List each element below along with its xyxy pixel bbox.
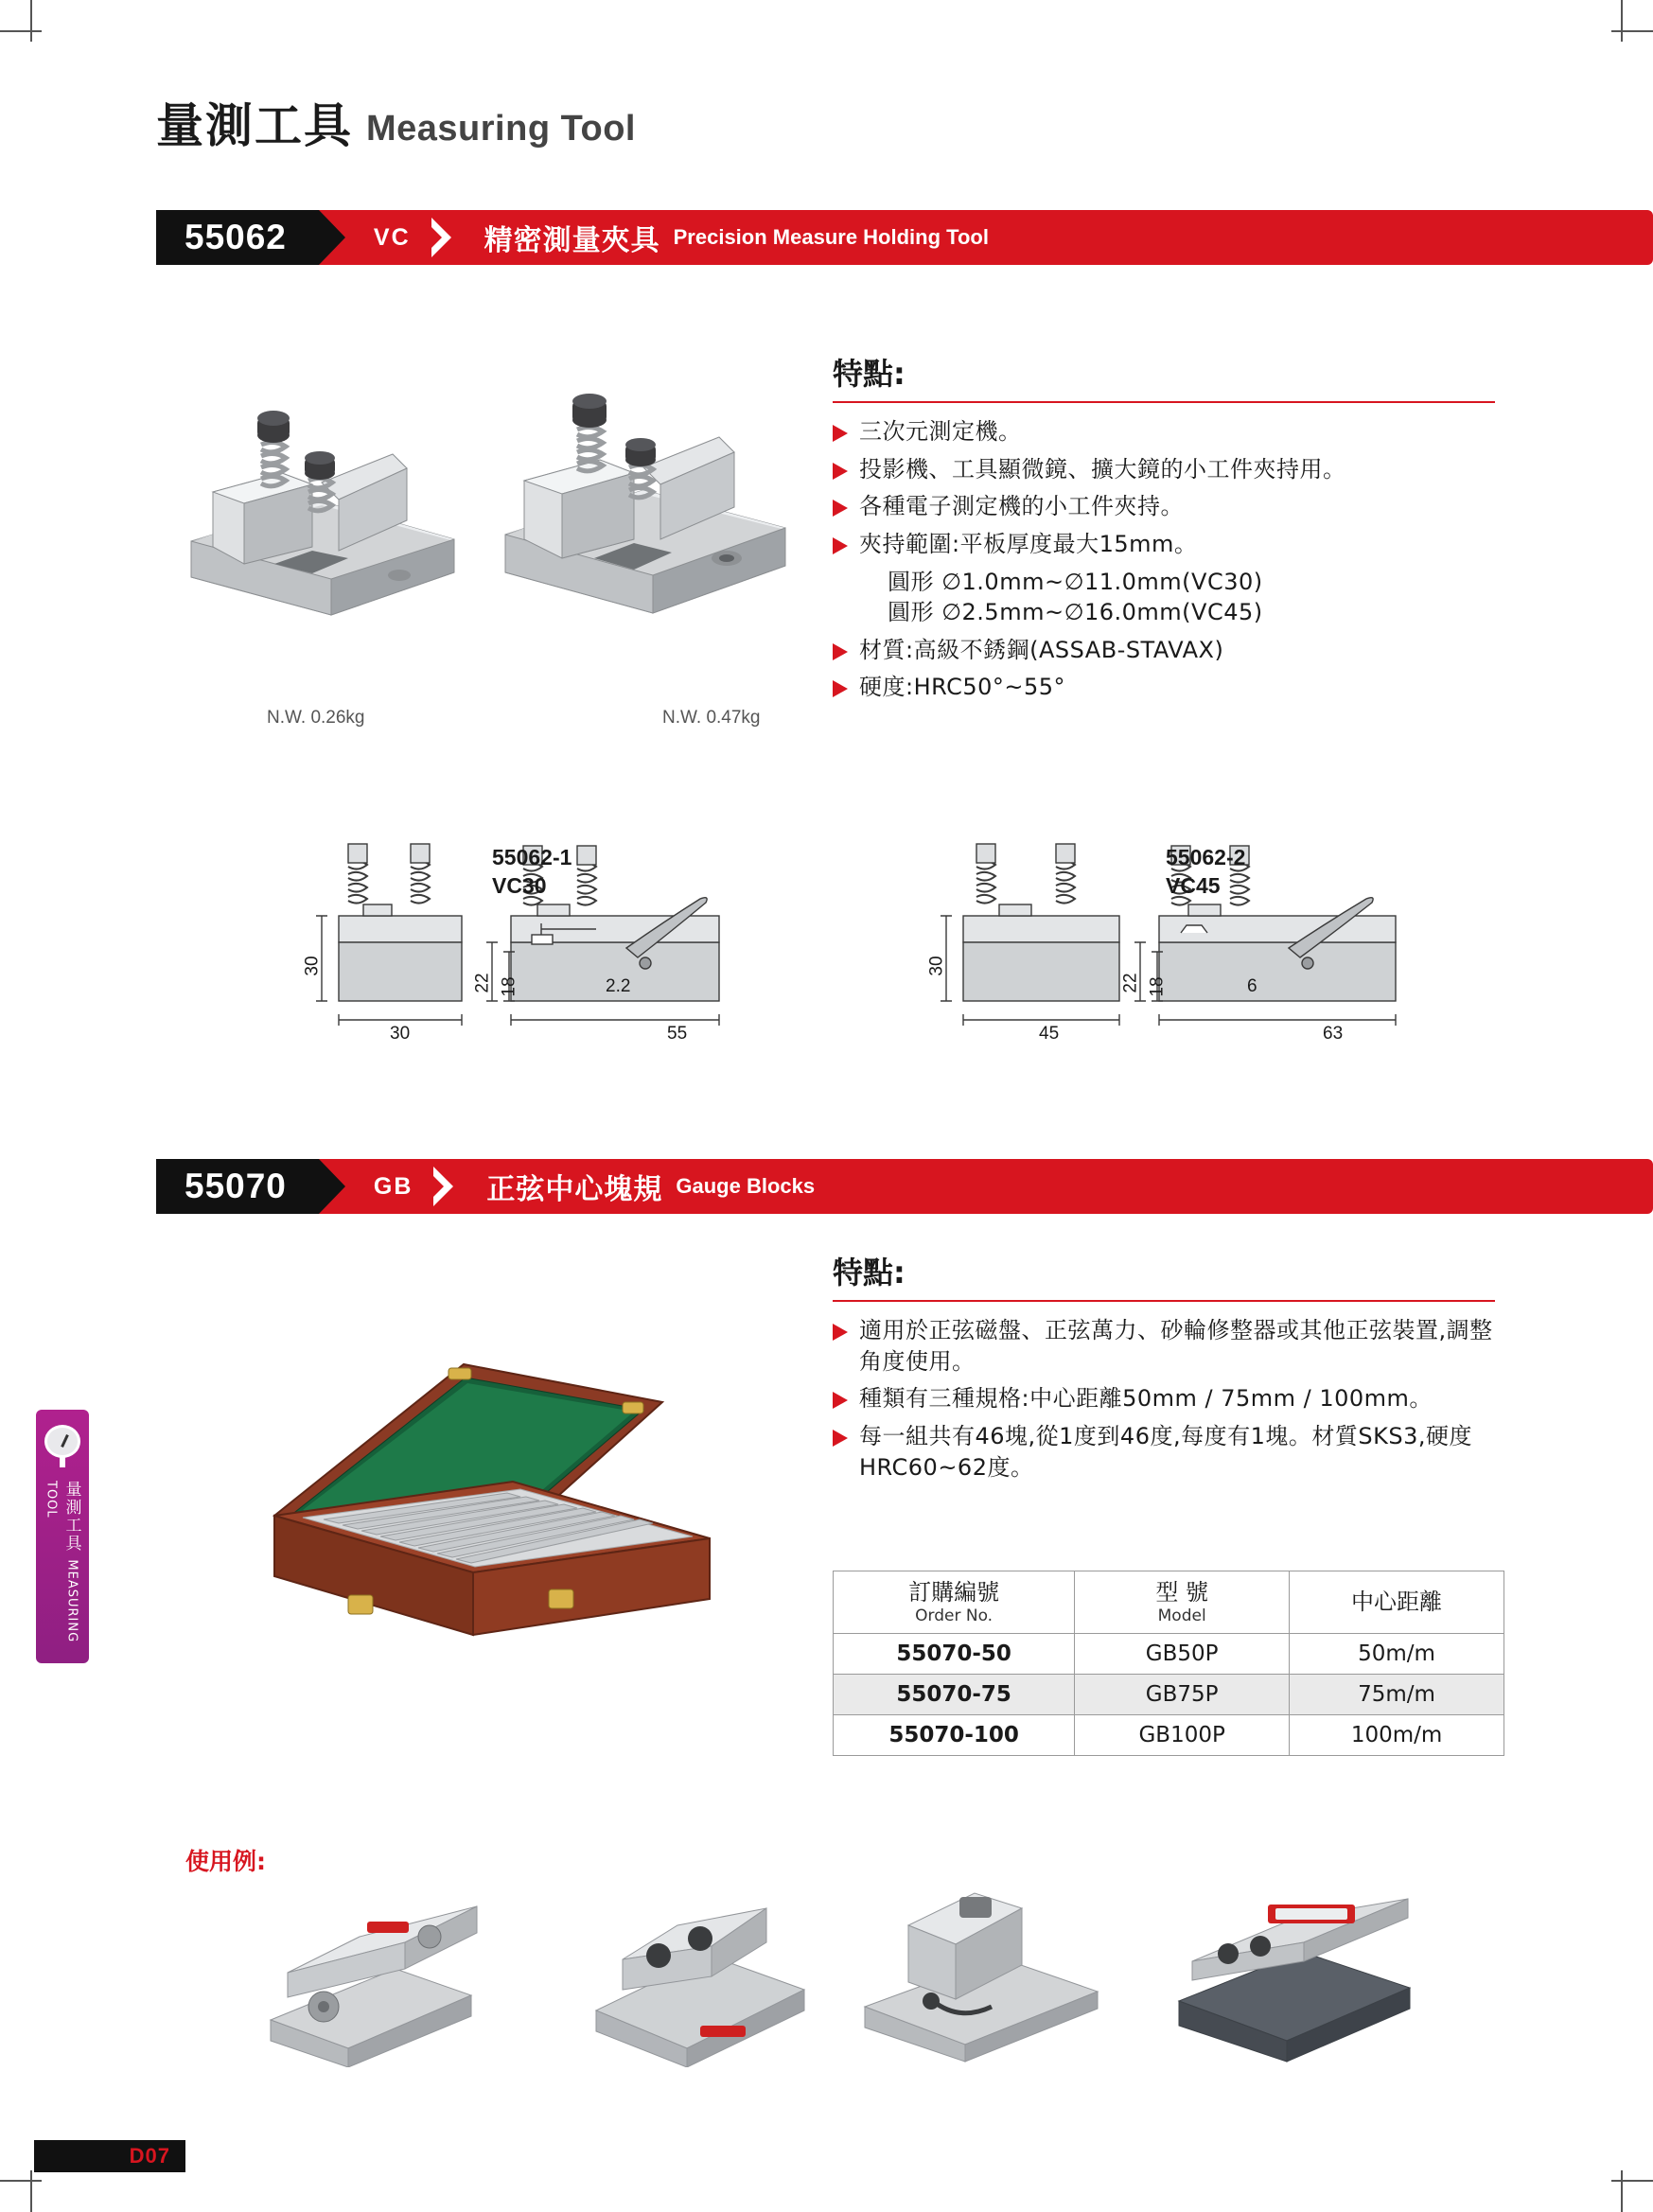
feature-divider-1 bbox=[833, 401, 1495, 403]
crop-mark-top-right bbox=[1621, 0, 1623, 42]
cell-center-distance: 50m/m bbox=[1290, 1633, 1504, 1674]
cell-center-distance: 75m/m bbox=[1290, 1674, 1504, 1714]
spec-table bbox=[833, 1571, 1504, 1756]
dim-side-h2-vc45: 18 bbox=[1147, 976, 1168, 997]
feature-item bbox=[833, 635, 1509, 666]
product-code-block bbox=[156, 1159, 319, 1214]
dim-front-width-vc30: 30 bbox=[390, 1024, 411, 1044]
product-abbr: GB bbox=[373, 1172, 413, 1200]
cell-model: GB50P bbox=[1075, 1633, 1290, 1674]
drawing-model: VC30 bbox=[492, 872, 547, 898]
col-model-cn: 型 號 bbox=[1155, 1579, 1208, 1606]
feature-list-2 bbox=[833, 1315, 1495, 1489]
dim-side-width-vc30: 55 bbox=[667, 1024, 688, 1044]
dial-gauge-icon bbox=[44, 1425, 80, 1458]
table-row bbox=[834, 1714, 1504, 1755]
col-model bbox=[1075, 1571, 1290, 1634]
feature-item bbox=[833, 1421, 1495, 1483]
cell-order-no: 55070-100 bbox=[834, 1714, 1075, 1755]
dim-front-height-vc45: 30 bbox=[926, 956, 947, 976]
bullet-arrow-icon bbox=[833, 537, 848, 554]
drawing-label-55062-2 bbox=[1166, 844, 1245, 901]
side-tab-measuring-tool bbox=[36, 1410, 89, 1663]
dim-slot-vc45: 6 bbox=[1247, 976, 1257, 996]
feature-item bbox=[833, 454, 1509, 485]
dim-side-h2-vc30: 18 bbox=[499, 976, 519, 997]
cell-model: GB100P bbox=[1075, 1714, 1290, 1755]
col-order-no-en: Order No. bbox=[915, 1606, 994, 1625]
bullet-arrow-icon bbox=[833, 425, 848, 442]
drawing-code: 55062-2 bbox=[1166, 845, 1246, 869]
chevron-right-icon bbox=[433, 1159, 462, 1214]
product-photo-gauge-blocks bbox=[237, 1315, 747, 1694]
section-title-cn: 正弦中心塊規 bbox=[486, 1173, 663, 1206]
col-model-en: Model bbox=[1157, 1606, 1206, 1625]
section-banner-55062 bbox=[156, 210, 1653, 265]
cell-order-no: 55070-75 bbox=[834, 1674, 1075, 1714]
feature-subtext: 圓形 ∅2.5mm~∅16.0mm(VC45) bbox=[888, 599, 1263, 626]
side-tab-label-en: MEASURING TOOL bbox=[44, 1481, 79, 1643]
photo-caption-2: N.W. 0.47kg bbox=[662, 708, 761, 728]
feature-item bbox=[833, 672, 1509, 703]
feature-text: 適用於正弦磁盤、正弦萬力、砂輪修整器或其他正弦裝置,調整角度使用。 bbox=[859, 1317, 1493, 1375]
section-banner-55070 bbox=[156, 1159, 1653, 1214]
feature-heading-1: 特點: bbox=[833, 356, 906, 392]
crop-mark-bottom-left bbox=[30, 2170, 32, 2212]
crop-mark-top-left bbox=[30, 0, 32, 42]
page-title bbox=[156, 98, 636, 153]
chevron-right-icon bbox=[431, 210, 460, 265]
feature-item bbox=[833, 416, 1509, 448]
section-title-en: Precision Measure Holding Tool bbox=[673, 225, 989, 249]
feature-text: 材質:高級不銹鋼(ASSAB-STAVAX) bbox=[859, 636, 1224, 663]
feature-text: 夾持範圍:平板厚度最大15mm。 bbox=[859, 530, 1198, 557]
photo-caption-1: N.W. 0.26kg bbox=[267, 708, 365, 728]
drawing-model: VC45 bbox=[1166, 872, 1221, 898]
feature-subtext: 圓形 ∅1.0mm~∅11.0mm(VC30) bbox=[888, 568, 1263, 595]
dim-side-h1-vc45: 22 bbox=[1120, 973, 1141, 993]
page-title-en: Measuring Tool bbox=[366, 109, 636, 149]
product-abbr: VC bbox=[373, 223, 411, 251]
product-photo-vc45 bbox=[483, 369, 814, 653]
feature-text: 硬度:HRC50°~55° bbox=[859, 674, 1066, 701]
drawing-label-55062-1 bbox=[492, 844, 572, 901]
feature-item bbox=[833, 1383, 1495, 1414]
cell-model: GB75P bbox=[1075, 1674, 1290, 1714]
dim-front-height-vc30: 30 bbox=[302, 956, 323, 976]
bullet-arrow-icon bbox=[833, 643, 848, 660]
crop-mark-bottom-right bbox=[1621, 2170, 1623, 2212]
col-center-distance bbox=[1290, 1571, 1504, 1634]
feature-text: 投影機、工具顯微鏡、擴大鏡的小工件夾持用。 bbox=[859, 455, 1346, 483]
crop-mark-top-right-h bbox=[1611, 30, 1653, 32]
drawing-code: 55062-1 bbox=[492, 845, 572, 869]
feature-text: 各種電子測定機的小工件夾持。 bbox=[859, 493, 1184, 520]
col-order-no-cn: 訂購編號 bbox=[908, 1579, 1000, 1606]
cell-order-no: 55070-50 bbox=[834, 1633, 1075, 1674]
dim-side-h1-vc30: 22 bbox=[472, 973, 493, 993]
section-title-cn: 精密測量夾具 bbox=[484, 224, 660, 257]
feature-item bbox=[833, 529, 1509, 560]
side-tab-label bbox=[42, 1481, 84, 1663]
product-code: 55062 bbox=[185, 218, 287, 256]
bullet-arrow-icon bbox=[833, 1430, 848, 1447]
feature-item bbox=[833, 1315, 1495, 1377]
cell-center-distance: 100m/m bbox=[1290, 1714, 1504, 1755]
page-title-cn: 量測工具 bbox=[156, 98, 353, 153]
feature-text: 三次元測定機。 bbox=[859, 418, 1022, 445]
col-center-distance-cn: 中心距離 bbox=[1351, 1589, 1443, 1615]
feature-list-1 bbox=[833, 416, 1509, 710]
dim-front-width-vc45: 45 bbox=[1039, 1024, 1060, 1044]
crop-mark-bottom-left-h bbox=[0, 2180, 42, 2182]
page-number: D07 bbox=[129, 2144, 170, 2168]
usage-example-label: 使用例: bbox=[185, 1848, 266, 1875]
table-row bbox=[834, 1674, 1504, 1714]
product-code-block bbox=[156, 210, 319, 265]
dim-slot-vc30: 2.2 bbox=[606, 976, 631, 996]
feature-text: 每一組共有46塊,從1度到46度,每度有1塊。材質SKS3,硬度HRC60~62度。 bbox=[859, 1422, 1472, 1481]
usage-photo-3 bbox=[842, 1859, 1117, 2063]
section-title-en: Gauge Blocks bbox=[676, 1174, 816, 1198]
bullet-arrow-icon bbox=[833, 680, 848, 697]
dim-side-width-vc45: 63 bbox=[1323, 1024, 1344, 1044]
side-tab-label-cn: 量測工具 bbox=[62, 1481, 81, 1554]
crop-mark-bottom-right-h bbox=[1611, 2180, 1653, 2182]
usage-photo-1 bbox=[254, 1878, 500, 2067]
feature-divider-2 bbox=[833, 1300, 1495, 1302]
feature-item bbox=[833, 491, 1509, 522]
bullet-arrow-icon bbox=[833, 1392, 848, 1409]
bullet-arrow-icon bbox=[833, 500, 848, 517]
bullet-arrow-icon bbox=[833, 463, 848, 480]
feature-heading-2: 特點: bbox=[833, 1255, 906, 1290]
product-photo-vc30 bbox=[170, 378, 483, 653]
col-order-no bbox=[834, 1571, 1075, 1634]
usage-photo-2 bbox=[568, 1869, 823, 2067]
usage-photo-4 bbox=[1154, 1859, 1429, 2063]
bullet-arrow-icon bbox=[833, 1324, 848, 1341]
crop-mark-top-left-h bbox=[0, 30, 42, 32]
product-code: 55070 bbox=[185, 1167, 287, 1205]
table-header-row bbox=[834, 1571, 1504, 1634]
page-footer bbox=[34, 2140, 185, 2172]
table-row bbox=[834, 1633, 1504, 1674]
feature-text: 種類有三種規格:中心距離50mm / 75mm / 100mm。 bbox=[859, 1385, 1433, 1413]
